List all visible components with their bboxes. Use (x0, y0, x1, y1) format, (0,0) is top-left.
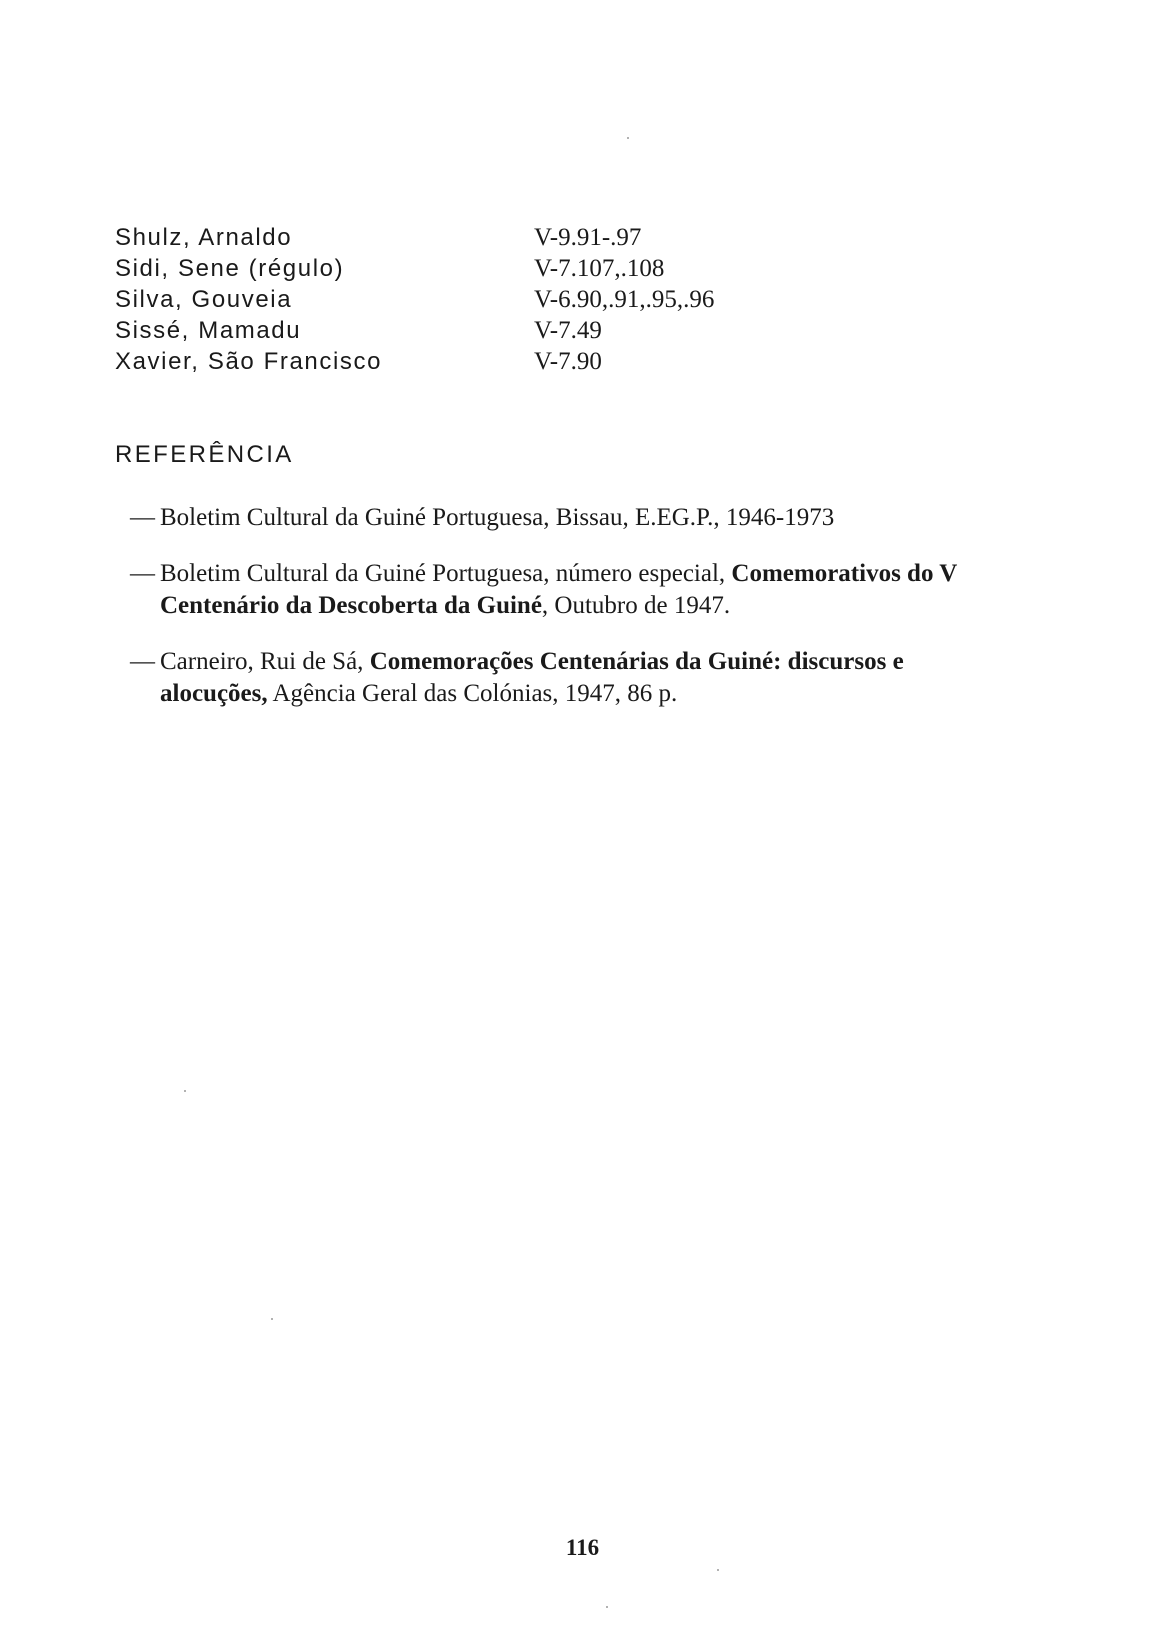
index-entry (115, 315, 714, 346)
reference-dash: — (130, 560, 155, 587)
scan-speck (184, 1090, 186, 1092)
scan-speck (271, 1318, 273, 1320)
index-entry-ref: V-7.49 (534, 316, 602, 344)
index-entry (115, 253, 714, 284)
scan-speck (717, 1569, 719, 1571)
reference-text (160, 646, 1010, 710)
reference-dash: — (130, 504, 155, 531)
reference-dash: — (130, 648, 155, 675)
index-entry-name: Sissé, Mamadu (115, 316, 302, 344)
index-entry-ref: V-7.90 (534, 347, 602, 375)
reference-text-part: , Outubro de 1947. (541, 592, 731, 619)
index-entry-name: Silva, Gouveia (115, 285, 293, 313)
index-entry-ref: V-7.107,.108 (534, 254, 665, 282)
reference-text (160, 502, 1010, 534)
index-entry-ref: V-6.90,.91,.95,.96 (534, 285, 715, 313)
reference-title: Comemorações Centenárias da Guiné: discursos e alocuções, (160, 648, 904, 707)
index-entry (115, 346, 714, 377)
references-heading: REFERÊNCIA (115, 441, 294, 468)
scan-speck (606, 1606, 608, 1608)
name-index-list (115, 222, 714, 377)
scan-speck (627, 137, 629, 139)
reference-list (130, 502, 1010, 734)
index-entry-ref: V-9.91-.97 (534, 223, 642, 251)
reference-title: Comemorativos do V Centenário da Descoberta da Guiné (160, 560, 957, 619)
reference-text-part: Carneiro, Rui de Sá, (160, 648, 370, 675)
reference-text-part: Boletim Cultural da Guiné Portuguesa, Bissau, E.EG.P., 1946-1973 (160, 504, 835, 531)
reference-item (130, 502, 1010, 534)
index-entry-name: Sidi, Sene (régulo) (115, 254, 345, 282)
reference-text-part: Boletim Cultural da Guiné Portuguesa, número especial, (160, 560, 732, 587)
index-entry (115, 284, 714, 315)
reference-text-part: Agência Geral das Colónias, 1947, 86 p. (267, 680, 678, 707)
index-entry (115, 222, 714, 253)
reference-item (130, 558, 1010, 622)
reference-item (130, 646, 1010, 710)
page-number: 116 (565, 1535, 600, 1560)
reference-text (160, 558, 1010, 622)
index-entry-name: Xavier, São Francisco (115, 347, 383, 375)
index-entry-name: Shulz, Arnaldo (115, 223, 293, 251)
